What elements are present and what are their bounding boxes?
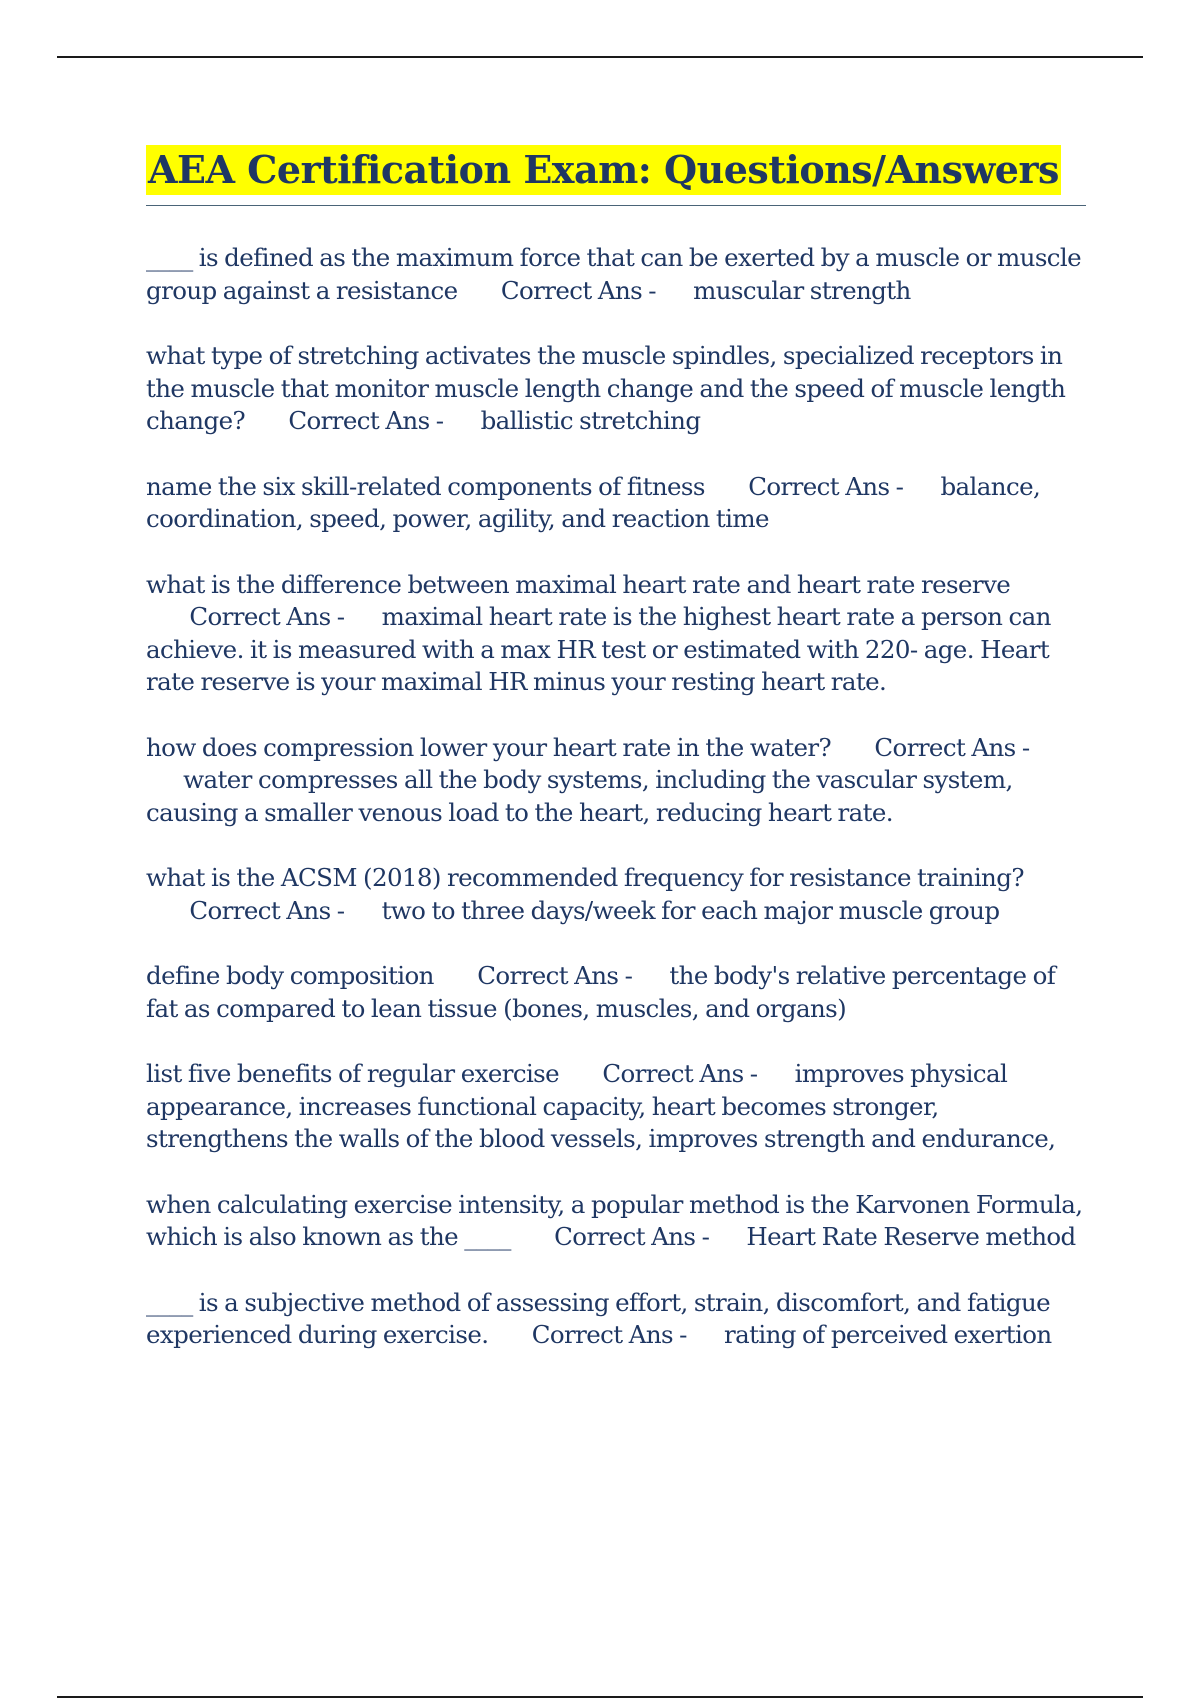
qa-item <box>146 960 1086 1025</box>
question-text: name the six skill-related components of fitness <box>146 471 705 501</box>
page-title: AEA Certification Exam: Questions/Answers <box>146 145 1061 195</box>
bottom-rule <box>57 1696 1143 1698</box>
title-block <box>146 145 1086 206</box>
correct-ans-label: Correct Ans - <box>748 471 904 501</box>
answer-text: the body's relative percentage of fat as compared to lean tissue (bones, muscles, and organs) <box>146 961 1056 1023</box>
correct-ans-label: Correct Ans - <box>189 602 345 631</box>
qa-item <box>146 569 1086 699</box>
qa-item <box>146 1058 1086 1156</box>
question-text: define body composition <box>146 961 434 990</box>
answer-text: two to three days/week for each major muscle group <box>381 895 1000 925</box>
qa-item <box>146 862 1086 927</box>
correct-ans-label: Correct Ans - <box>477 961 633 990</box>
question-text: what is the ACSM (2018) recommended frequency for resistance training? <box>146 863 1024 892</box>
qa-item <box>146 1189 1086 1254</box>
qa-item <box>146 340 1086 438</box>
qa-list <box>146 242 1086 1352</box>
answer-text: improves physical appearance, increases functional capacity, heart becomes stronger, strengthens the walls of the blood vessels, improves strength and endurance, <box>146 1059 1056 1153</box>
answer-text: muscular strength <box>693 275 911 305</box>
question-text: ____ is a subjective method of assessing effort, strain, discomfort, and fatigue experienced during exercise. <box>146 1287 1051 1349</box>
question-text: when calculating exercise intensity, a popular method is the Karvonen Formula, which is also known as the ____ <box>146 1189 1083 1251</box>
correct-ans-label: Correct Ans - <box>189 895 345 925</box>
correct-ans-label: Correct Ans - <box>500 275 656 305</box>
top-rule <box>57 56 1143 58</box>
correct-ans-label: Correct Ans - <box>602 1059 758 1088</box>
correct-ans-label: Correct Ans - <box>874 732 1030 762</box>
answer-text: water compresses all the body systems, including the vascular system, causing a smaller venous load to the heart, reducing heart rate. <box>146 765 1013 827</box>
answer-text: ballistic stretching <box>480 406 701 435</box>
document-body <box>146 145 1086 1385</box>
question-text: how does compression lower your heart rate in the water? <box>146 732 832 762</box>
question-text: ____ is defined as the maximum force that can be exerted by a muscle or muscle group against a resistance <box>146 243 1082 305</box>
question-text: what is the difference between maximal heart rate and heart rate reserve <box>146 569 1011 599</box>
qa-item <box>146 1287 1086 1352</box>
answer-text: maximal heart rate is the highest heart rate a person can achieve. it is measured with a max HR test or estimated with 220- age. Heart rate reserve is your maximal HR minus your resting heart rate. <box>146 602 1051 696</box>
correct-ans-label: Correct Ans - <box>531 1320 687 1349</box>
question-text: list five benefits of regular exercise <box>146 1059 560 1088</box>
correct-ans-label: Correct Ans - <box>554 1222 710 1251</box>
answer-text: rating of perceived exertion <box>723 1320 1052 1349</box>
question-text: what type of stretching activates the muscle spindles, specialized receptors in the muscle that monitor muscle length change and the speed of muscle length change? <box>146 341 1066 435</box>
answer-text: balance, coordination, speed, power, agility, and reaction time <box>146 471 1041 533</box>
qa-item <box>146 471 1086 536</box>
correct-ans-label: Correct Ans - <box>288 406 444 435</box>
qa-item <box>146 732 1086 830</box>
qa-item <box>146 242 1086 307</box>
answer-text: Heart Rate Reserve method <box>746 1222 1076 1251</box>
